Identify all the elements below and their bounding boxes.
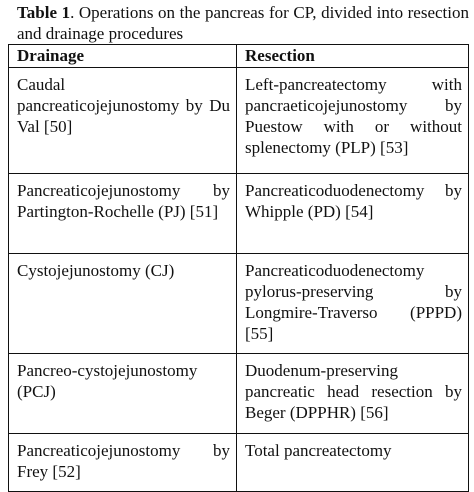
resection-cell: Total pancreatectomy [237, 434, 469, 492]
resection-cell: Left-pancreatectomy with pancraeticojejunostomy by Puestow with or without splenectomy (PLP) [53] [237, 68, 469, 174]
table-header-row [9, 45, 469, 68]
resection-cell: Pancreaticoduodenectomy pylorus-preserving by Longmire-Traverso (PPPD) [55] [237, 254, 469, 354]
table-caption [17, 2, 469, 44]
drainage-cell: Caudal pancreaticojejunostomy by Du Val [50] [9, 68, 237, 174]
drainage-cell: Pancreo-cystojejunostomy (PCJ) [9, 354, 237, 434]
resection-cell: Pancreaticoduodenectomy by Whipple (PD) [54] [237, 174, 469, 254]
table-row [9, 254, 469, 354]
drainage-cell: Pancreaticojejunostomy by Partington-Rochelle (PJ) [51] [9, 174, 237, 254]
header-resection: Resection [237, 45, 469, 68]
table-row [9, 354, 469, 434]
header-drainage: Drainage [9, 45, 237, 68]
operations-table [8, 44, 469, 492]
table-caption-text: . Operations on the pancreas for CP, divided into resection and drainage procedures [17, 3, 469, 43]
table-caption-label: Table 1 [17, 3, 71, 22]
table-row [9, 434, 469, 492]
drainage-cell: Pancreaticojejunostomy by Frey [52] [9, 434, 237, 492]
table-row [9, 68, 469, 174]
resection-cell: Duodenum-preserving pancreatic head resection by Beger (DPPHR) [56] [237, 354, 469, 434]
table-row [9, 174, 469, 254]
drainage-cell: Cystojejunostomy (CJ) [9, 254, 237, 354]
